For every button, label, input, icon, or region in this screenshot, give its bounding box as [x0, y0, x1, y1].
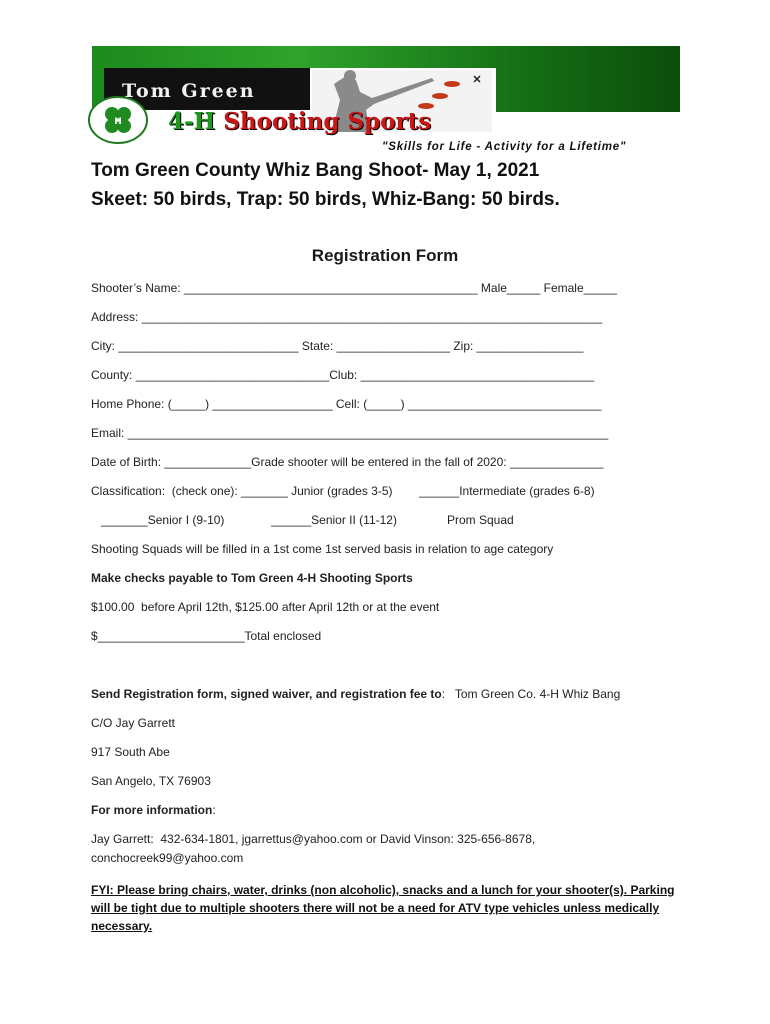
total-enclosed-field[interactable]: $______________________Total enclosed: [91, 629, 322, 643]
4h-clover-icon: [88, 96, 148, 144]
logo-top-text: Tom Green: [122, 80, 256, 102]
classification-field-2[interactable]: _______Senior I (9-10) ______Senior II (11-12) Prom Squad: [91, 513, 514, 527]
fees-text: $100.00 before April 12th, $125.00 after April 12th or at the event: [91, 600, 440, 614]
email-field[interactable]: Email: ________________________________________________________________________: [91, 426, 609, 440]
address-field[interactable]: Address: _____________________________________________________________________: [91, 310, 603, 324]
send-to: : Tom Green Co. 4-H Whiz Bang: [441, 687, 621, 701]
event-subtitle: Skeet: 50 birds, Trap: 50 birds, Whiz-Bang: 50 birds.: [91, 189, 560, 210]
send-label: Send Registration form, signed waiver, and registration fee to: [91, 687, 442, 701]
logo-bottom-text: 4-H Shooting Sports: [168, 108, 432, 135]
event-title: Tom Green County Whiz Bang Shoot- May 1, 2021: [91, 160, 540, 181]
phone-field[interactable]: Home Phone: (_____) __________________ Cell: (_____) _____________________________: [91, 397, 602, 411]
more-info-heading: [91, 803, 216, 817]
address-line-1: C/O Jay Garrett: [91, 716, 176, 730]
checks-payable: Make checks payable to Tom Green 4-H Shooting Sports: [91, 571, 413, 585]
contact-line-1: Jay Garrett: 432-634-1801, jgarrettus@yahoo.com or David Vinson: 325-656-8678,: [91, 832, 536, 846]
more-info-colon: :: [212, 803, 216, 817]
svg-text:H: H: [114, 117, 122, 127]
form-heading: Registration Form: [311, 246, 459, 265]
logo-tagline: "Skills for Life - Activity for a Lifetime": [382, 141, 627, 153]
send-instructions: [91, 687, 620, 701]
fyi-note: FYI: Please bring chairs, water, drinks (non alcoholic), snacks and a lunch for your shooter(s). Parking will be tight due to multiple shooters there will not be a need for ATV type vehicles unless medically necessary.: [91, 883, 675, 933]
squads-note: Shooting Squads will be filled in a 1st come 1st served basis in relation to age category: [91, 542, 554, 556]
shooter-name-field[interactable]: Shooter’s Name: ____________________________________________ Male_____ Female_____: [91, 281, 618, 295]
more-info-label: For more information: [91, 803, 213, 817]
classification-field[interactable]: Classification: (check one): _______ Junior (grades 3-5) ______Intermediate (grades 6-8): [91, 484, 595, 498]
contact-line-2: conchocreek99@yahoo.com: [91, 851, 244, 865]
dob-grade-field[interactable]: Date of Birth: _____________Grade shooter will be entered in the fall of 2020: ______________: [91, 455, 604, 469]
county-club-field[interactable]: County: _____________________________Club: ___________________________________: [91, 368, 595, 382]
address-line-2: 917 South Abe: [91, 745, 170, 759]
city-state-zip-field[interactable]: City: ___________________________ State: _________________ Zip: ________________: [91, 339, 584, 353]
address-line-3: San Angelo, TX 76903: [91, 774, 211, 788]
